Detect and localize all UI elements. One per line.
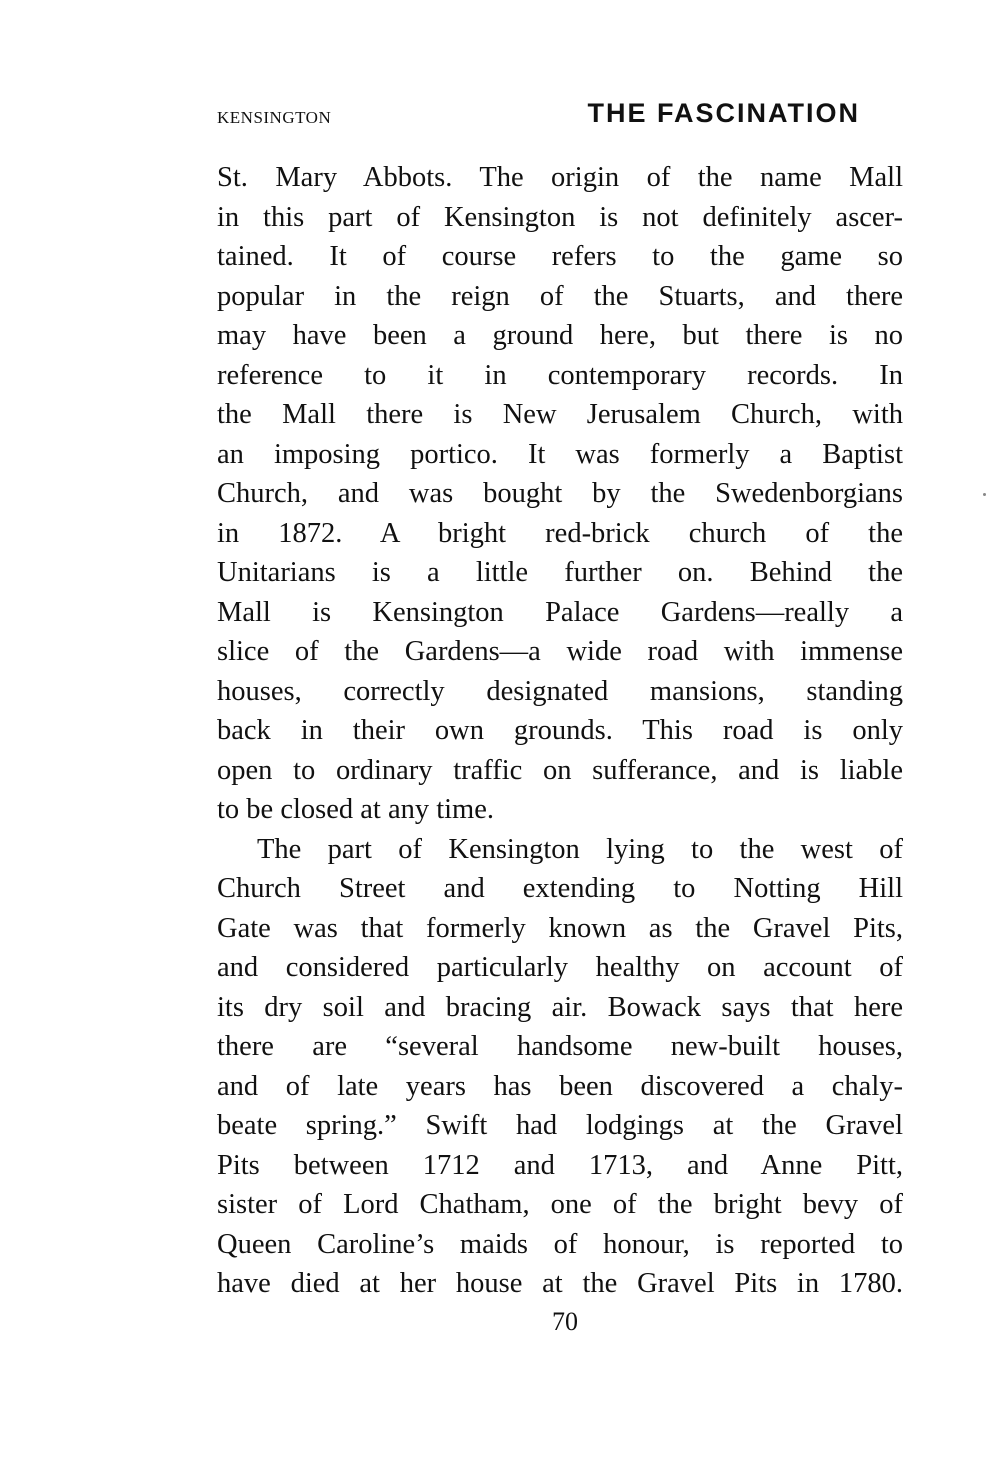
paragraph-2: [217, 830, 903, 1304]
text-line: slice of the Gardens—a wide road with immense: [217, 636, 903, 667]
text-line: Church Street and extending to Notting Hill: [217, 873, 903, 904]
text-line: the Mall there is New Jerusalem Church, with: [217, 399, 903, 430]
text-line: Unitarians is a little further on. Behind the: [217, 557, 903, 588]
text-line: Pits between 1712 and 1713, and Anne Pitt,: [217, 1149, 903, 1181]
text-line: and of late years has been discovered a chaly-: [217, 1070, 903, 1102]
text-line: its dry soil and bracing air. Bowack says that here: [217, 991, 903, 1023]
scan-speck: [983, 493, 986, 496]
text-line: Gate was that formerly known as the Gravel Pits,: [217, 912, 903, 944]
running-head-title: THE FASCINATION: [587, 98, 860, 128]
text-line: houses, correctly designated mansions, standing: [217, 675, 903, 707]
text-line: beate spring.” Swift had lodgings at the Gravel: [217, 1110, 903, 1141]
text-line: Mall is Kensington Palace Gardens—really a: [217, 596, 903, 628]
text-line: Queen Caroline’s maids of honour, is reported to: [217, 1228, 903, 1260]
page-number: 70: [552, 1307, 578, 1336]
running-head: [217, 98, 860, 138]
text-line: back in their own grounds. This road is only: [217, 715, 903, 746]
text-line: The part of Kensington lying to the west of: [257, 833, 903, 865]
text-line: in this part of Kensington is not definitely ascer-: [217, 201, 903, 233]
text-line: may have been a ground here, but there is no: [217, 320, 903, 351]
running-head-section: KENSINGTON: [217, 108, 332, 127]
text-line: in 1872. A bright red-brick church of the: [217, 517, 903, 549]
text-line: Church, and was bought by the Swedenborgians: [217, 478, 903, 509]
text-line: have died at her house at the Gravel Pits in 1780.: [217, 1268, 903, 1299]
body-text: [217, 158, 903, 1304]
text-line: open to ordinary traffic on sufferance, and is liable: [217, 754, 903, 786]
paragraph-1: [217, 158, 903, 830]
text-line: popular in the reign of the Stuarts, and there: [217, 280, 903, 312]
text-line: there are “several handsome new-built houses,: [217, 1031, 903, 1062]
text-line: sister of Lord Chatham, one of the bright bevy of: [217, 1189, 903, 1220]
text-line: St. Mary Abbots. The origin of the name Mall: [217, 162, 903, 193]
text-line: and considered particularly healthy on account of: [217, 952, 903, 983]
text-line: an imposing portico. It was formerly a Baptist: [217, 438, 903, 470]
text-line: to be closed at any time.: [217, 794, 494, 825]
text-line: reference to it in contemporary records. In: [217, 359, 903, 391]
text-line: tained. It of course refers to the game so: [217, 241, 903, 272]
